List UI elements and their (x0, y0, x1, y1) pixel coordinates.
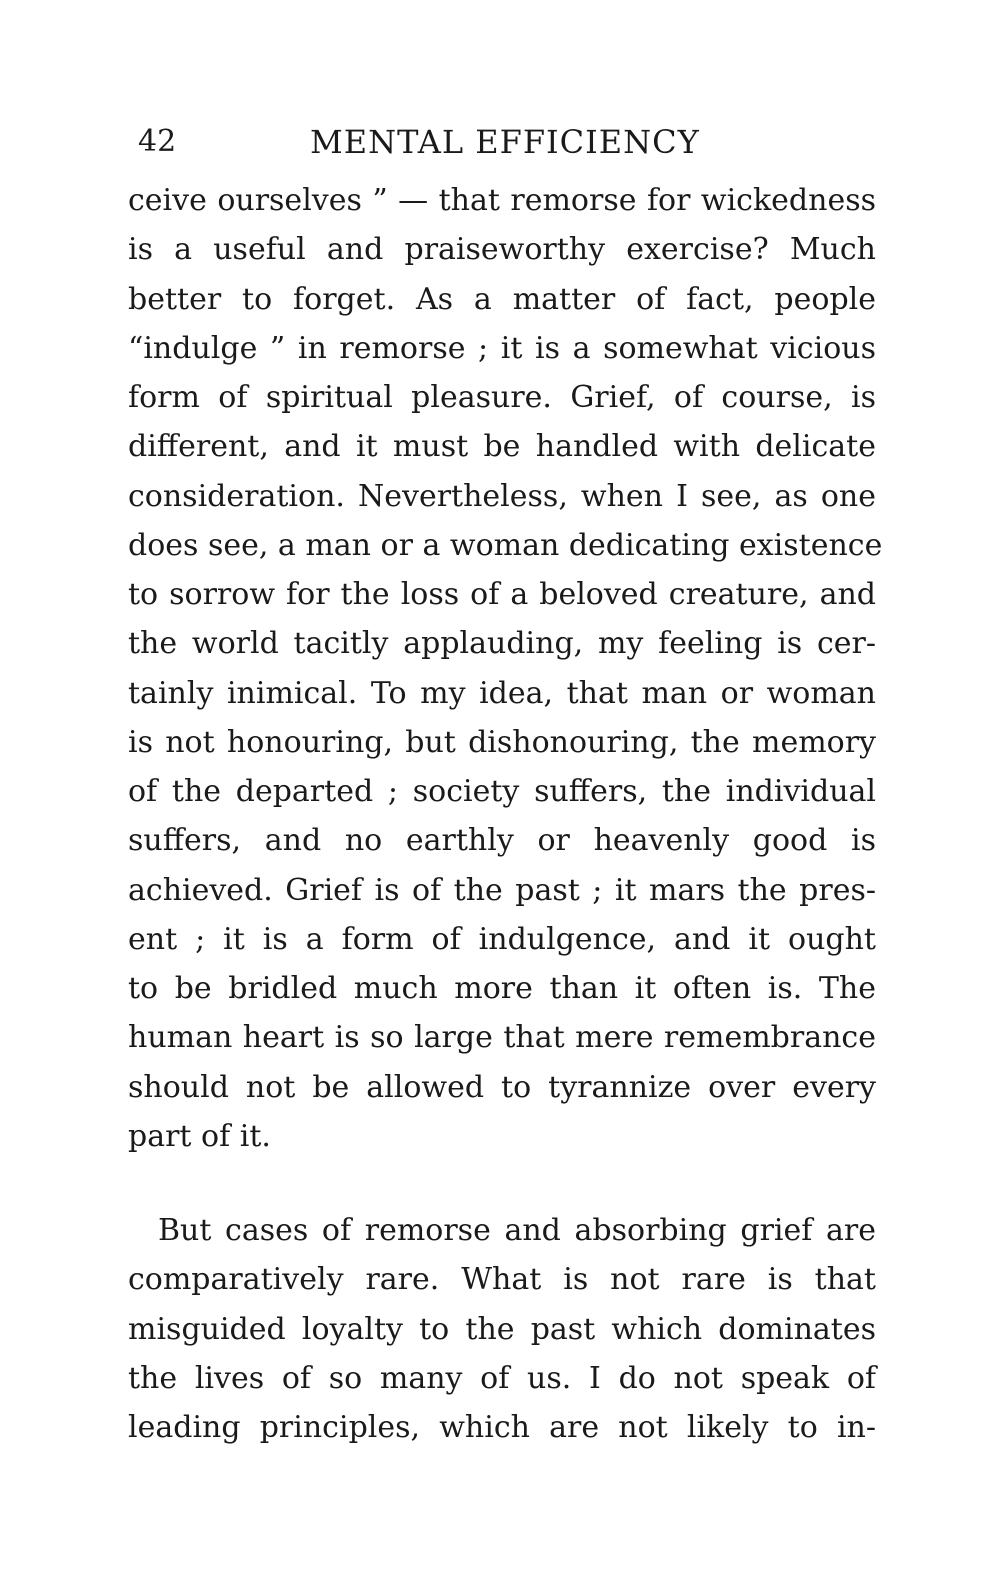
text-line-last: part of it. (128, 1118, 271, 1154)
text-line: is a useful and praiseworthy exercise? Much (128, 232, 876, 268)
page-number: 42 (138, 124, 177, 159)
text-line: different, and it must be handled with delicate (128, 429, 876, 465)
text-line: leading principles, which are not likely to in- (128, 1410, 876, 1445)
text-line: the world tacitly applauding, my feeling is cer- (128, 626, 876, 662)
text-line: tainly inimical. To my idea, that man or woman (128, 675, 876, 711)
text-line: to be bridled much more than it often is. The (128, 971, 876, 1006)
running-title: MENTAL EFFICIENCY (310, 123, 700, 161)
text-line: suffers, and no earthly or heavenly good is (128, 823, 876, 859)
text-line: human heart is so large that mere remembrance (128, 1020, 876, 1056)
text-line: the lives of so many of us. I do not speak of (128, 1360, 876, 1396)
text-line: to sorrow for the loss of a beloved creature, and (128, 577, 876, 612)
text-line: does see, a man or a woman dedicating existence (128, 527, 883, 563)
page-header (138, 118, 878, 162)
text-line: is not honouring, but dishonouring, the memory (128, 724, 876, 760)
text-line: ent ; it is a form of indulgence, and it ought (128, 921, 876, 957)
paragraph-2 (128, 1206, 876, 1452)
text-line: form of spiritual pleasure. Grief, of course, is (128, 380, 876, 415)
text-line: achieved. Grief is of the past ; it mars the pres- (128, 872, 876, 908)
text-line: consideration. Nevertheless, when I see, as one (128, 478, 876, 514)
text-line: of the departed ; society suffers, the individual (128, 774, 876, 809)
text-line-first: But cases of remorse and absorbing grief are (158, 1213, 876, 1248)
text-line: ceive ourselves ” — that remorse for wickedness (128, 183, 876, 218)
text-line: should not be allowed to tyrannize over every (128, 1069, 876, 1105)
paragraph-1 (128, 176, 883, 1161)
text-line: better to forget. As a matter of fact, people (128, 281, 876, 317)
text-line: misguided loyalty to the past which dominates (128, 1311, 876, 1347)
text-line: “indulge ” in remorse ; it is a somewhat vicious (128, 330, 876, 366)
text-line: comparatively rare. What is not rare is that (128, 1262, 876, 1298)
